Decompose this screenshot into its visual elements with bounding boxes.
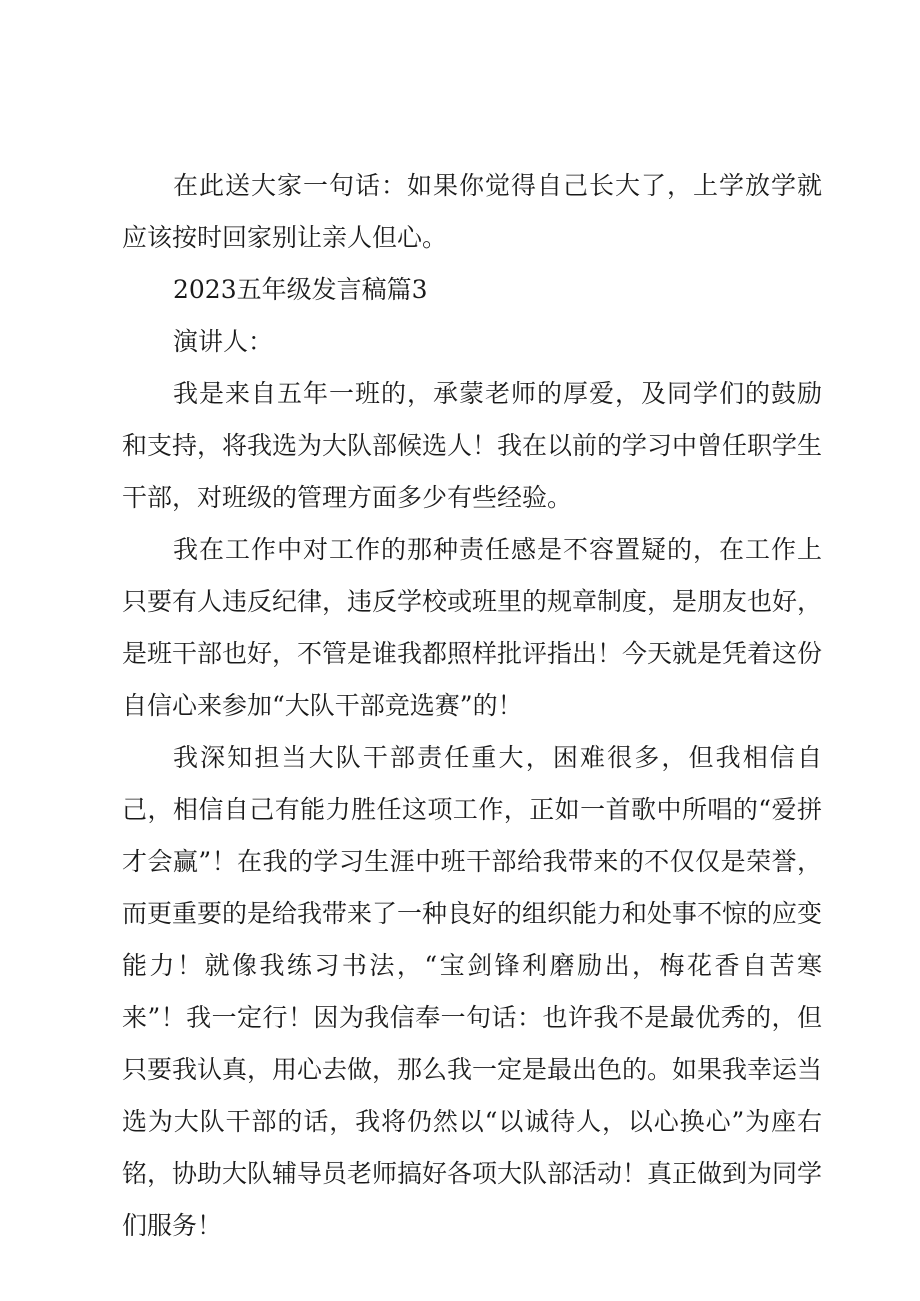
speaker-line (122, 316, 822, 368)
section-heading (122, 264, 822, 316)
paragraph-introduction (122, 368, 822, 524)
paragraph-closing-advice (122, 160, 822, 264)
paragraph-text: 在此送大家一句话：如果你觉得自己长大了，上学放学就应该按时回家别让亲人但心。 (122, 171, 822, 252)
document-body (122, 160, 822, 1252)
paragraph-responsibility (122, 524, 822, 732)
paragraph-text: 我是来自五年一班的，承蒙老师的厚爱，及同学们的鼓励和支持，将我选为大队部候选人！我在以前的学习中曾任职学生干部，对班级的管理方面多少有些经验。 (122, 379, 823, 512)
paragraph-commitment (122, 732, 822, 1252)
paragraph-text: 我深知担当大队干部责任重大，困难很多，但我相信自己，相信自己有能力胜任这项工作，正如一首歌中所唱的“爱拼才会赢”！在我的学习生涯中班干部给我带来的不仅仅是荣誉，而更重要的是给我带来了一种良好的组织能力和处事不惊的应变能力！就像我练习书法，“宝剑锋利磨励出，梅花香自苦寒来”！我一定行！因为我信奉一句话：也许我不是最优秀的，但只要我认真，用心去做，那么我一定是最出色的。如果我幸运当选为大队干部的话，我将仍然以“以诚待人，以心换心”为座右铭，协助大队辅导员老师搞好各项大队部活动！真正做到为同学们服务！ (122, 743, 823, 1240)
speaker-label: 演讲人： (173, 327, 274, 356)
section-heading-text: 2023五年级发言稿篇3 (173, 275, 428, 304)
paragraph-text: 我在工作中对工作的那种责任感是不容置疑的，在工作上只要有人违反纪律，违反学校或班里的规章制度，是朋友也好，是班干部也好，不管是谁我都照样批评指出！今天就是凭着这份自信心来参加“大队干部竞选赛”的！ (122, 535, 823, 720)
